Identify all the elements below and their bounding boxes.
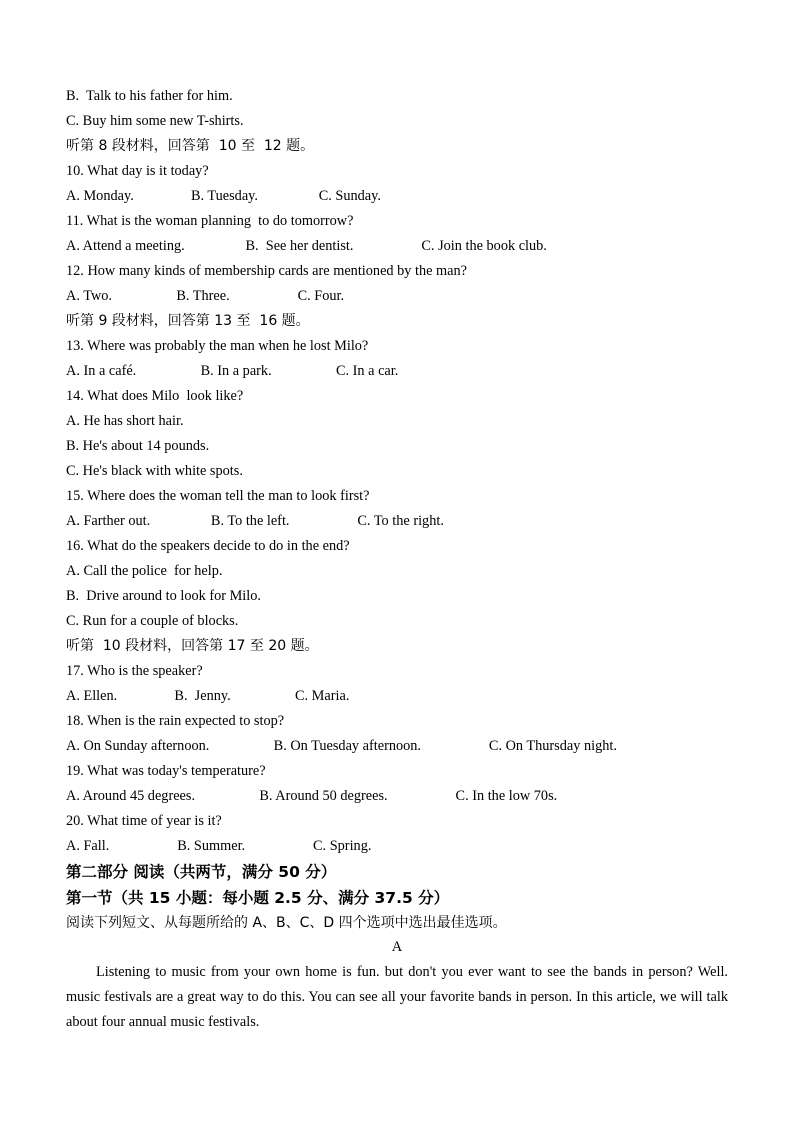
question-13-options: A. In a café. B. In a park. C. In a car.	[66, 363, 399, 379]
question-10-options: A. Monday. B. Tuesday. C. Sunday.	[66, 188, 381, 204]
part-two-section-one-title: 第一节（共 15 小题：每小题 2.5 分、满分 37.5 分）	[66, 889, 450, 907]
listening-option-b: B. Talk to his father for him.	[66, 88, 233, 104]
question-18-options: A. On Sunday afternoon. B. On Tuesday afternoon. C. On Thursday night.	[66, 738, 617, 754]
passage-a-text	[66, 960, 728, 1035]
question-12-options: A. Two. B. Three. C. Four.	[66, 288, 345, 304]
reading-instruction: 阅读下列短文、从每题所给的 A、B、C、D 四个选项中选出最佳选项。	[66, 915, 507, 931]
question-20-options: A. Fall. B. Summer. C. Spring.	[66, 838, 372, 854]
question-17: 17. Who is the speaker?	[66, 663, 203, 679]
question-16: 16. What do the speakers decide to do in the end?	[66, 538, 350, 554]
listening-option-c: C. Buy him some new T-shirts.	[66, 113, 244, 129]
question-18: 18. When is the rain expected to stop?	[66, 713, 285, 729]
question-20: 20. What time of year is it?	[66, 813, 222, 829]
question-14: 14. What does Milo look like?	[66, 388, 244, 404]
question-14-option-b: B. He's about 14 pounds.	[66, 438, 210, 454]
question-14-option-a: A. He has short hair.	[66, 413, 184, 429]
question-15: 15. Where does the woman tell the man to look first?	[66, 488, 370, 504]
part-two-title: 第二部分 阅读（共两节，满分 50 分）	[66, 863, 337, 881]
question-19-options: A. Around 45 degrees. B. Around 50 degrees. C. In the low 70s.	[66, 788, 558, 804]
question-16-option-b: B. Drive around to look for Milo.	[66, 588, 261, 604]
question-14-option-c: C. He's black with white spots.	[66, 463, 243, 479]
question-12: 12. How many kinds of membership cards are mentioned by the man?	[66, 263, 468, 279]
question-13: 13. Where was probably the man when he lost Milo?	[66, 338, 369, 354]
question-15-options: A. Farther out. B. To the left. C. To the right.	[66, 513, 444, 529]
question-19: 19. What was today's temperature?	[66, 763, 266, 779]
question-11-options: A. Attend a meeting. B. See her dentist. C. Join the book club.	[66, 238, 547, 254]
passage-label-a: A	[391, 939, 403, 955]
listening-group-8-header: 听第 8 段材料，回答第 10 至 12 题。	[66, 138, 315, 154]
question-16-option-a: A. Call the police for help.	[66, 563, 223, 579]
listening-group-9-header: 听第 9 段材料，回答第 13 至 16 题。	[66, 313, 310, 329]
question-16-option-c: C. Run for a couple of blocks.	[66, 613, 239, 629]
listening-group-10-header: 听第 10 段材料，回答第 17 至 20 题。	[66, 638, 319, 654]
passage-a-body: Listening to music from your own home is fun. but don't you ever want to see the bands in person? Well. music festivals are a great way to do this. You can see all your favorite bands in person. In this article, we will talk about four annual music festivals.	[66, 964, 728, 1030]
question-11: 11. What is the woman planning to do tomorrow?	[66, 213, 354, 229]
question-17-options: A. Ellen. B. Jenny. C. Maria.	[66, 688, 350, 704]
question-10: 10. What day is it today?	[66, 163, 209, 179]
